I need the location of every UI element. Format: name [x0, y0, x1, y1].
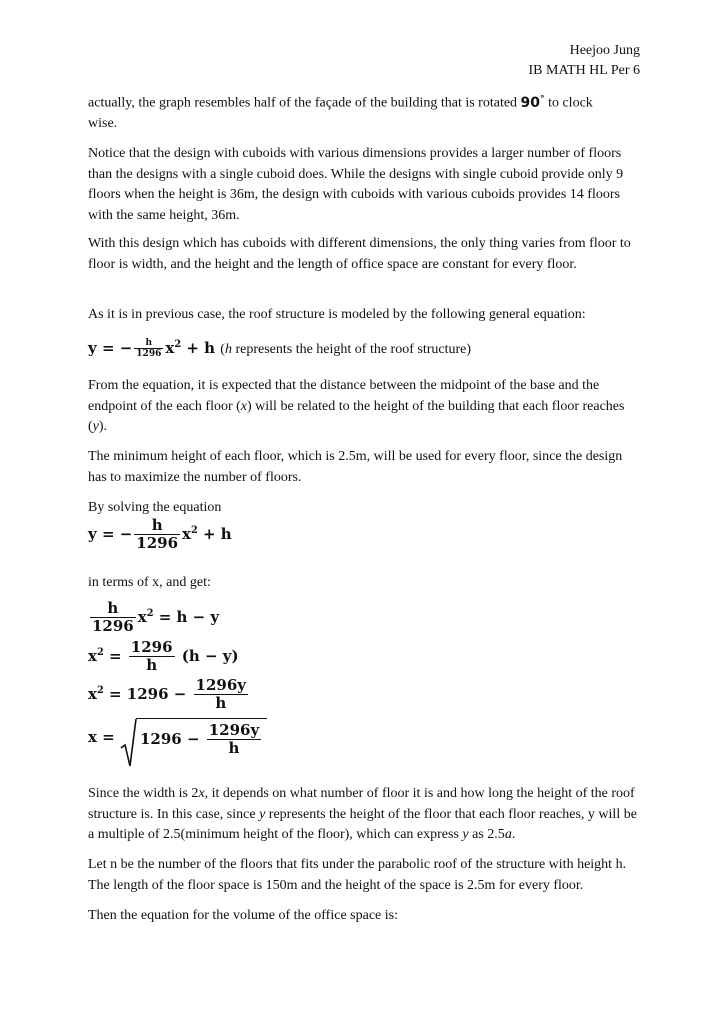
paragraph-solving: By solving the equation	[88, 500, 222, 515]
paragraph-letn: Let n be the number of the floors that fits under the parabolic roof of the structure with height h. The length of the floor space is 150m and the height of the space is 2.5m for every floor.	[88, 857, 627, 893]
paragraph-interms: in terms of x, and get:	[88, 575, 211, 590]
header-author: Heejoo Jung	[569, 43, 640, 58]
radical-sign-icon	[120, 718, 138, 768]
paragraph-compare: Notice that the design with cuboids with various dimensions provides a larger number of floors than the designs with a single cuboid does. While the designs with single cuboid provide only 9 floors when the height is 36m, the design with cuboids with various cuboids provides 14 floors with the same height, 36m.	[88, 146, 624, 223]
equation-step4: x = 1296 − $\frac{1296y}{h}$	[88, 718, 267, 758]
paragraph-width: Since the width is 2x, it depends on what number of floor it is and how long the height of the roof structure is. In this case, since y represents the height of the floor that each floor reaches, y will be a multiple of 2.5(minimum height of the floor), which can express y as 2.5a.	[88, 786, 637, 842]
paragraph-roof: As it is in previous case, the roof structure is modeled by the following general equation:	[88, 307, 586, 322]
paragraph-minheight: The minimum height of each floor, which is 2.5m, will be used for every floor, since the design has to maximize the number of floors.	[88, 449, 623, 485]
equation-step3: $x^2 = 1296$ − $\frac{1296y}{h}$	[88, 676, 246, 713]
paragraph-vary: With this design which has cuboids with different dimensions, the only thing varies from floor to floor is width, and the height and the length of office space are constant for every floor.	[88, 236, 631, 272]
equation-general: y = − $\frac{h}{1296}$ $x^2 + h$ (h represents the height of the roof structure)	[88, 338, 472, 360]
angle-90: 90°	[520, 94, 545, 111]
paragraph-expect: From the equation, it is expected that the distance between the midpoint of the base and the endpoint of the each floor (x) will be related to the height of the building that each floor reaches (y).	[88, 378, 625, 434]
paragraph-then: Then the equation for the volume of the office space is:	[88, 908, 398, 923]
sqrt-radical: 1296 − $\frac{1296y}{h}$	[120, 718, 267, 758]
paragraph-continuation: actually, the graph resembles half of the façade of the building that is rotated 90° to clock wise.	[88, 94, 593, 132]
header-course: IB MATH HL Per 6	[528, 63, 640, 78]
equation-solve: y = − $\frac{h}{1296}$ $x^2 + h$	[88, 516, 232, 553]
equation-step1: $\frac{h}{1296}$ $x^2 = h - y$	[92, 599, 220, 636]
equation-step2: $x^2$ = $\frac{1296}{h}$ (h − y)	[88, 638, 239, 675]
